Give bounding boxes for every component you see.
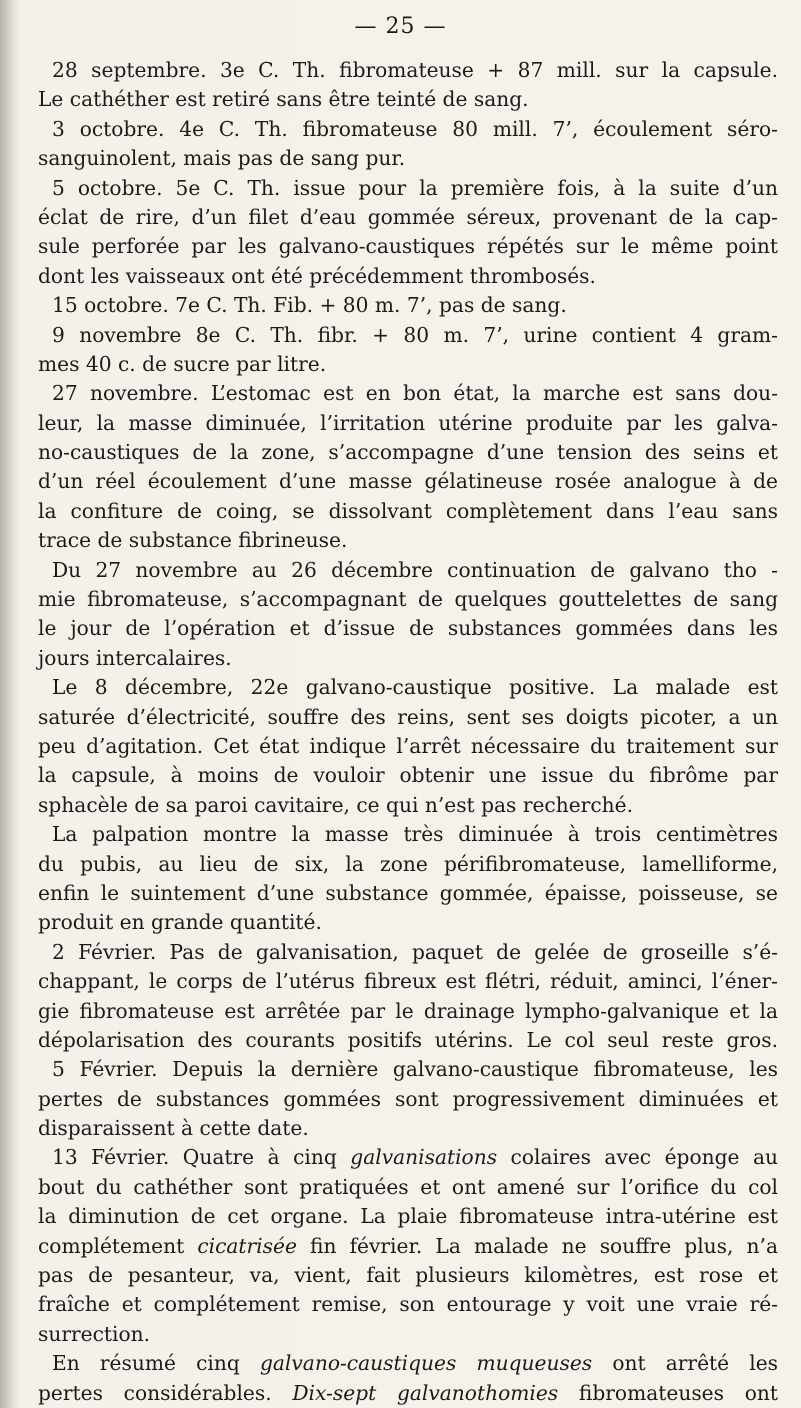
text-line: mes 40 c. de sucre par litre.: [38, 351, 327, 376]
text-line: complétement cicatrisée fin février. La malade ne souffre plus, n’a: [38, 1233, 778, 1258]
text-line: le jour de l’opération et d’issue de substances gommées dans les: [38, 616, 778, 641]
text-line: sanguinolent, mais pas de sang pur.: [38, 146, 406, 171]
text-line: 3 octobre. 4e C. Th. fibromateuse 80 mill. 7’, écoulement séro-: [52, 116, 778, 141]
text-line: la confiture de coing, se dissolvant complètement dans l’eau sans: [38, 498, 778, 523]
text-line: bout du cathéther sont pratiquées et ont amené sur l’orifice du col: [38, 1174, 778, 1199]
text-line: jours intercalaires.: [38, 645, 232, 670]
text-line: no-caustiques de la zone, s’accompagne d’une tension des seins et: [38, 440, 778, 465]
text-line: sphacèle de sa paroi cavitaire, ce qui n’est pas recherché.: [38, 792, 633, 817]
text-line: Le cathéther est retiré sans être teinté de sang.: [38, 87, 529, 112]
page-number: — 25 —: [354, 14, 447, 39]
text-line: sule perforée par les galvano-caustiques répétés sur le même point: [38, 234, 778, 259]
text-line: produit en grande quantité.: [38, 910, 322, 935]
text-line: 9 novembre 8e C. Th. fibr. + 80 m. 7’, urine contient 4 gram-: [52, 322, 778, 347]
text-line: trace de substance fibrineuse.: [38, 528, 348, 553]
text-line: Le 8 décembre, 22e galvano-caustique positive. La malade est: [52, 675, 778, 700]
binding-shadow: [0, 0, 18, 1408]
text-line: surrection.: [38, 1321, 151, 1346]
text-line: la capsule, à moins de vouloir obtenir une issue du fibrôme par: [38, 763, 778, 788]
text-line: 5 Février. Depuis la dernière galvano-caustique fibromateuse, les: [52, 1057, 778, 1082]
text-line: 13 Février. Quatre à cinq galvanisations colaires avec éponge au: [52, 1145, 778, 1170]
text-line: d’un réel écoulement d’une masse gélatineuse rosée analogue à de: [38, 469, 778, 494]
text-line: chappant, le corps de l’utérus fibreux est flétri, réduit, aminci, l’éner-: [38, 969, 778, 994]
text-line: 27 novembre. L’estomac est en bon état, la marche est sans dou-: [52, 381, 778, 406]
text-line: dont les vaisseaux ont été précédemment thrombosés.: [38, 263, 596, 288]
text-line: 2 Février. Pas de galvanisation, paquet de gelée de groseille s’é-: [52, 939, 778, 964]
body-text: [38, 56, 778, 1408]
text-line: peu d’agitation. Cet état indique l’arrêt nécessaire du traitement sur: [38, 733, 778, 758]
text-line: La palpation montre la masse très diminuée à trois centimètres: [52, 822, 778, 847]
text-line: saturée d’électricité, souffre des reins, sent ses doigts picoter, a un: [38, 704, 778, 729]
text-line: fraîche et complétement remise, son entourage y voit une vraie ré-: [38, 1292, 778, 1317]
text-line: dépolarisation des courants positifs utérins. Le col seul reste gros.: [38, 1027, 778, 1052]
text-line: du pubis, au lieu de six, la zone périfibromateuse, lamelliforme,: [38, 851, 778, 876]
text-line: gie fibromateuse est arrêtée par le drainage lympho-galvanique et la: [38, 998, 778, 1023]
text-line: disparaissent à cette date.: [38, 1116, 309, 1141]
text-line: enfin le suintement d’une substance gommée, épaisse, poisseuse, se: [38, 880, 778, 905]
text-line: pas de pesanteur, va, vient, fait plusieurs kilomètres, est rose et: [38, 1263, 778, 1288]
text-line: En résumé cinq galvano-caustiques muqueuses ont arrêté les: [52, 1351, 779, 1376]
text-line: éclat de rire, d’un filet d’eau gommée séreux, provenant de la cap-: [38, 204, 778, 229]
text-line: leur, la masse diminuée, l’irritation utérine produite par les galva-: [38, 410, 778, 435]
text-line: pertes de substances gommées sont progressivement diminuées et: [38, 1086, 778, 1111]
text-line: pertes considérables. Dix-sept galvanothomies fibromateuses ont: [38, 1380, 778, 1405]
text-line: 28 septembre. 3e C. Th. fibromateuse + 87 mill. sur la capsule.: [52, 58, 778, 82]
text-line: 5 octobre. 5e C. Th. issue pour la première fois, à la suite d’un: [52, 175, 778, 200]
text-line: la diminution de cet organe. La plaie fibromateuse intra-utérine est: [38, 1204, 778, 1229]
text-line: 15 octobre. 7e C. Th. Fib. + 80 m. 7’, pas de sang.: [52, 293, 567, 318]
text-line: mie fibromateuse, s’accompagnant de quelques gouttelettes de sang: [38, 587, 778, 612]
text-line: Du 27 novembre au 26 décembre continuation de galvano tho -: [52, 557, 778, 582]
